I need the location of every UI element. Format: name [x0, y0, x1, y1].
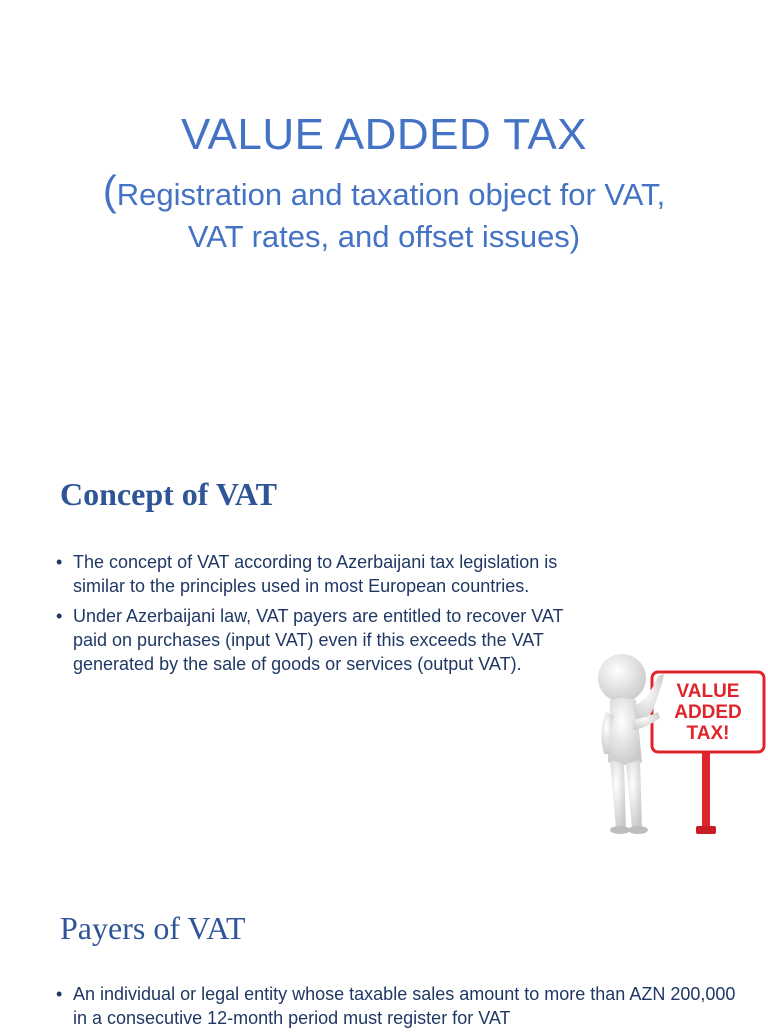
sign-line-1: VALUE: [676, 681, 740, 702]
slide-subtitle: [80, 167, 688, 258]
bullet-dot-icon: •: [56, 552, 63, 572]
concept-heading: Concept of VAT: [60, 476, 277, 512]
bullet-text: Under Azerbaijani law, VAT payers are entitled to recover VAT paid on purchases (input VAT) even if this exceeds the VAT generated by the sale of goods or services (output VAT).: [73, 606, 564, 674]
bullet-item: [56, 604, 576, 676]
payers-heading: Payers of VAT: [60, 910, 246, 946]
subtitle-text: Registration and taxation object for VAT, VAT rates, and offset issues): [116, 177, 666, 254]
sign-line-3: TAX!: [686, 723, 730, 744]
sign-base: [696, 826, 716, 834]
concept-bullet-list: [56, 550, 576, 682]
payers-slide: [0, 880, 768, 1028]
payers-bullet-list: [56, 982, 736, 1036]
subtitle-paren: (: [102, 167, 117, 214]
sign-line-2: ADDED: [674, 702, 742, 723]
sign-post: [702, 752, 710, 830]
concept-slide: [0, 440, 768, 880]
slide-title: VALUE ADDED TAX: [180, 110, 588, 159]
bullet-text: The concept of VAT according to Azerbaijani tax legislation is similar to the principles used in most European countries.: [73, 552, 558, 596]
title-slide: [0, 0, 768, 440]
bullet-item: [56, 550, 576, 598]
bullet-item: [56, 982, 736, 1030]
bullet-text: An individual or legal entity whose taxable sales amount to more than AZN 200,000 in a consecutive 12-month period must register for VAT: [73, 984, 736, 1028]
bullet-dot-icon: •: [56, 984, 63, 1004]
bullet-dot-icon: •: [56, 606, 63, 626]
figure-holding-sign-icon: [596, 642, 768, 842]
